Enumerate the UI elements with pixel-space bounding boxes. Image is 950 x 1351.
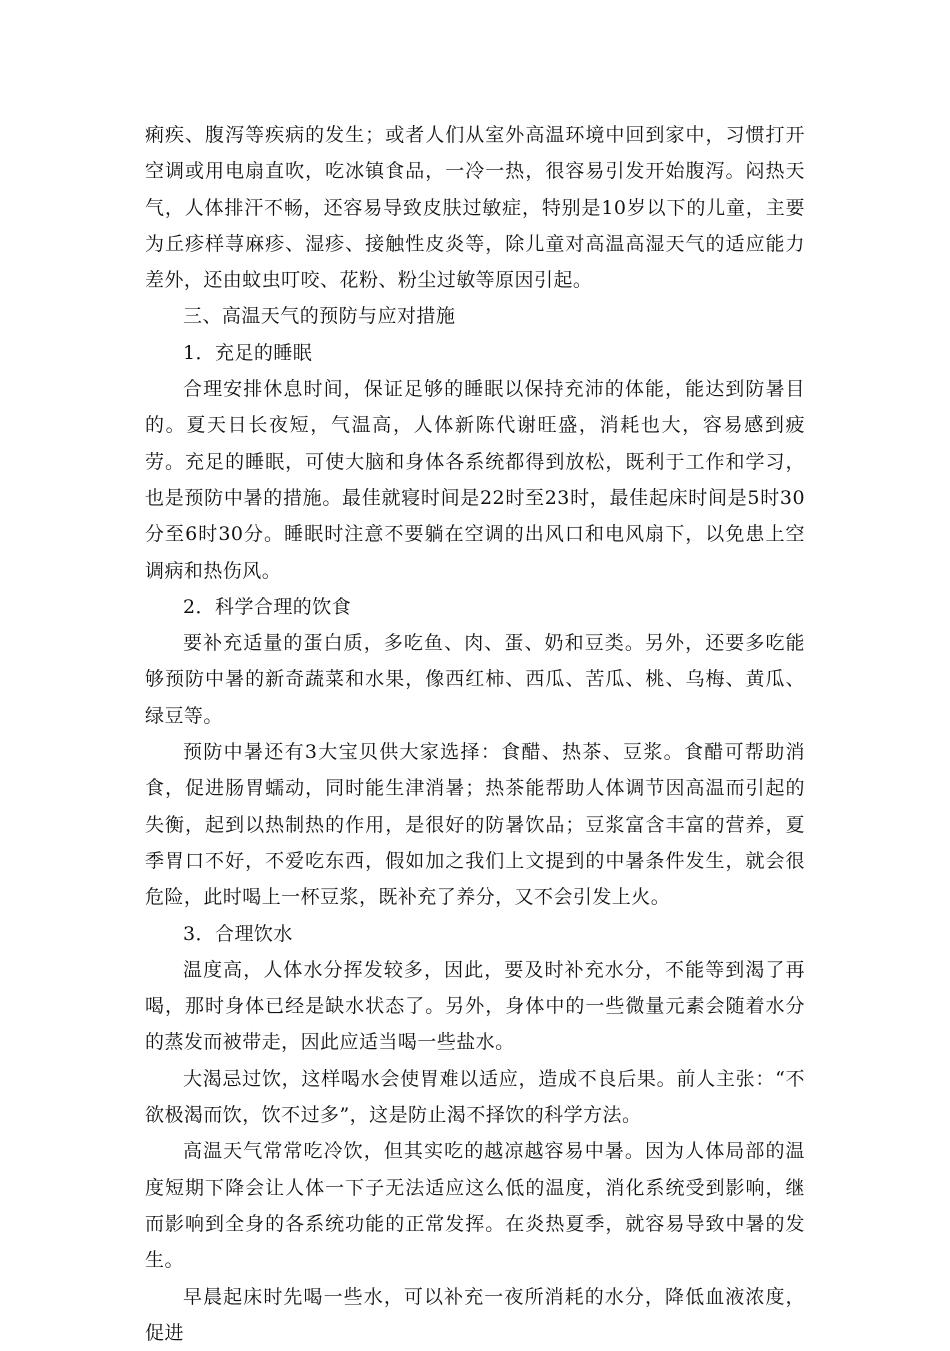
paragraph-disease-continuation: 痢疾、腹泻等疾病的发生；或者人们从室外高温环境中回到家中，习惯打开空调或用电扇直吹，吃冰镇食品，一冷一热，很容易引发开始腹泻。闷热天气，人体排汗不畅，还容易导致皮肤过敏症，特别是10岁以下的儿童，主要为丘疹样荨麻疹、湿疹、接触性皮炎等，除儿童对高温高湿天气的适应能力差外，还由蚊虫叮咬、花粉、粉尘过敏等原因引起。 bbox=[145, 117, 805, 298]
subheading-sleep: 1．充足的睡眠 bbox=[145, 335, 805, 371]
paragraph-water-replenish: 温度高，人体水分挥发较多，因此，要及时补充水分，不能等到渴了再喝，那时身体已经是缺水状态了。另外，身体中的一些微量元素会随着水分的蒸发而被带走，因此应适当喝一些盐水。 bbox=[145, 952, 805, 1061]
paragraph-three-treasures: 预防中暑还有3大宝贝供大家选择：食醋、热茶、豆浆。食醋可帮助消食，促进肠胃蠕动，同时能生津消暑；热茶能帮助人体调节因高温而引起的失衡，起到以热制热的作用，是很好的防暑饮品；豆浆富含丰富的营养，夏季胃口不好，不爱吃东西，假如加之我们上文提到的中暑条件发生，就会很危险，此时喝上一杯豆浆，既补充了养分，又不会引发上火。 bbox=[145, 734, 805, 915]
paragraph-sleep: 合理安排休息时间，保证足够的睡眠以保持充沛的体能，能达到防暑目的。夏天日长夜短，气温高，人体新陈代谢旺盛，消耗也大，容易感到疲劳。充足的睡眠，可使大脑和身体各系统都得到放松，既利于工作和学习，也是预防中暑的措施。最佳就寝时间是22时至23时，最佳起床时间是5时30分至6时30分。睡眠时注意不要躺在空调的出风口和电风扇下，以免患上空调病和热伤风。 bbox=[145, 371, 805, 589]
paragraph-cold-drinks: 高温天气常常吃冷饮，但其实吃的越凉越容易中暑。因为人体局部的温度短期下降会让人体一下子无法适应这么低的温度，消化系统受到影响，继而影响到全身的各系统功能的正常发挥。在炎热夏季，就容易导致中暑的发生。 bbox=[145, 1133, 805, 1278]
subheading-water: 3．合理饮水 bbox=[145, 916, 805, 952]
paragraph-avoid-overdrinking: 大渴忌过饮，这样喝水会使胃难以适应，造成不良后果。前人主张：“不欲极渴而饮，饮不过多”，这是防止渴不择饮的科学方法。 bbox=[145, 1061, 805, 1134]
paragraph-diet: 要补充适量的蛋白质，多吃鱼、肉、蛋、奶和豆类。另外，还要多吃能够预防中暑的新奇蔬菜和水果，像西红柿、西瓜、苦瓜、桃、乌梅、黄瓜、绿豆等。 bbox=[145, 625, 805, 734]
section-heading-prevention: 三、高温天气的预防与应对措施 bbox=[145, 298, 805, 334]
document-body bbox=[145, 117, 805, 1351]
subheading-diet: 2．科学合理的饮食 bbox=[145, 589, 805, 625]
paragraph-morning-water: 早晨起床时先喝一些水，可以补充一夜所消耗的水分，降低血液浓度，促进 bbox=[145, 1279, 805, 1351]
